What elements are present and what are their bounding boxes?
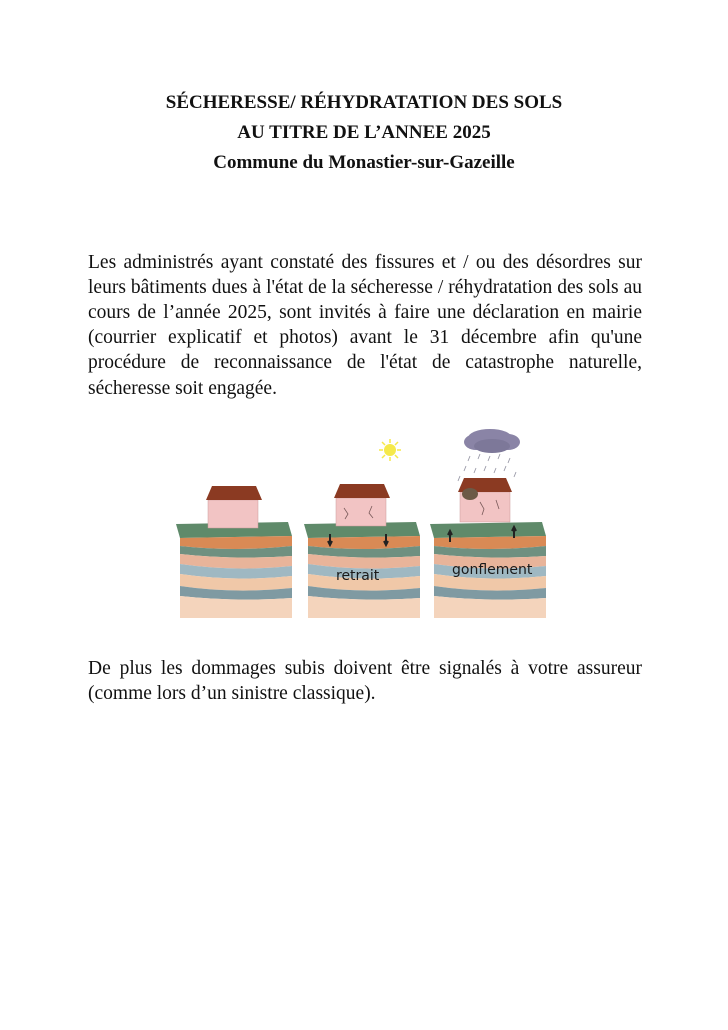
soil-block-retrait [304, 439, 420, 618]
label-gonflement: gonflement [452, 562, 533, 578]
paragraph-insurance: De plus les dommages subis doivent être signalés à votre assureur (comme lors d’un sinistre classique). [88, 657, 642, 704]
document-header [0, 88, 728, 178]
paragraph-declaration: Les administrés ayant constaté des fissures et / ou des désordres sur leurs bâtiments dues à l'état de la sécheresse / réhydratation des sols au cours de l’année 2025, sont invités à faire une déclaration en mairie (courrier explicatif et photos) avant le 31 décembre afin qu'une procédure de reconnaissance de l'état de catastrophe naturelle, sécheresse soit engagée. [88, 251, 642, 399]
house-roof [334, 484, 390, 498]
rain-cloud-icon [464, 429, 520, 453]
soil-block-gonflement [430, 429, 546, 618]
house-wall [208, 500, 258, 528]
house-wall [336, 498, 386, 526]
sun-icon [379, 439, 401, 461]
label-retrait: retrait [336, 568, 380, 584]
title-line-3: Commune du Monastier-sur-Gazeille [213, 152, 515, 173]
title-line-2: AU TITRE DE L’ANNEE 2025 [237, 122, 491, 143]
rain-drops [458, 454, 516, 481]
damage-hole [462, 488, 478, 500]
title-line-1: SÉCHERESSE/ RÉHYDRATATION DES SOLS [165, 92, 563, 113]
soil-block-normal [176, 486, 292, 618]
soil-illustration [176, 426, 552, 622]
soil-diagram [176, 426, 552, 622]
house-roof [206, 486, 262, 500]
